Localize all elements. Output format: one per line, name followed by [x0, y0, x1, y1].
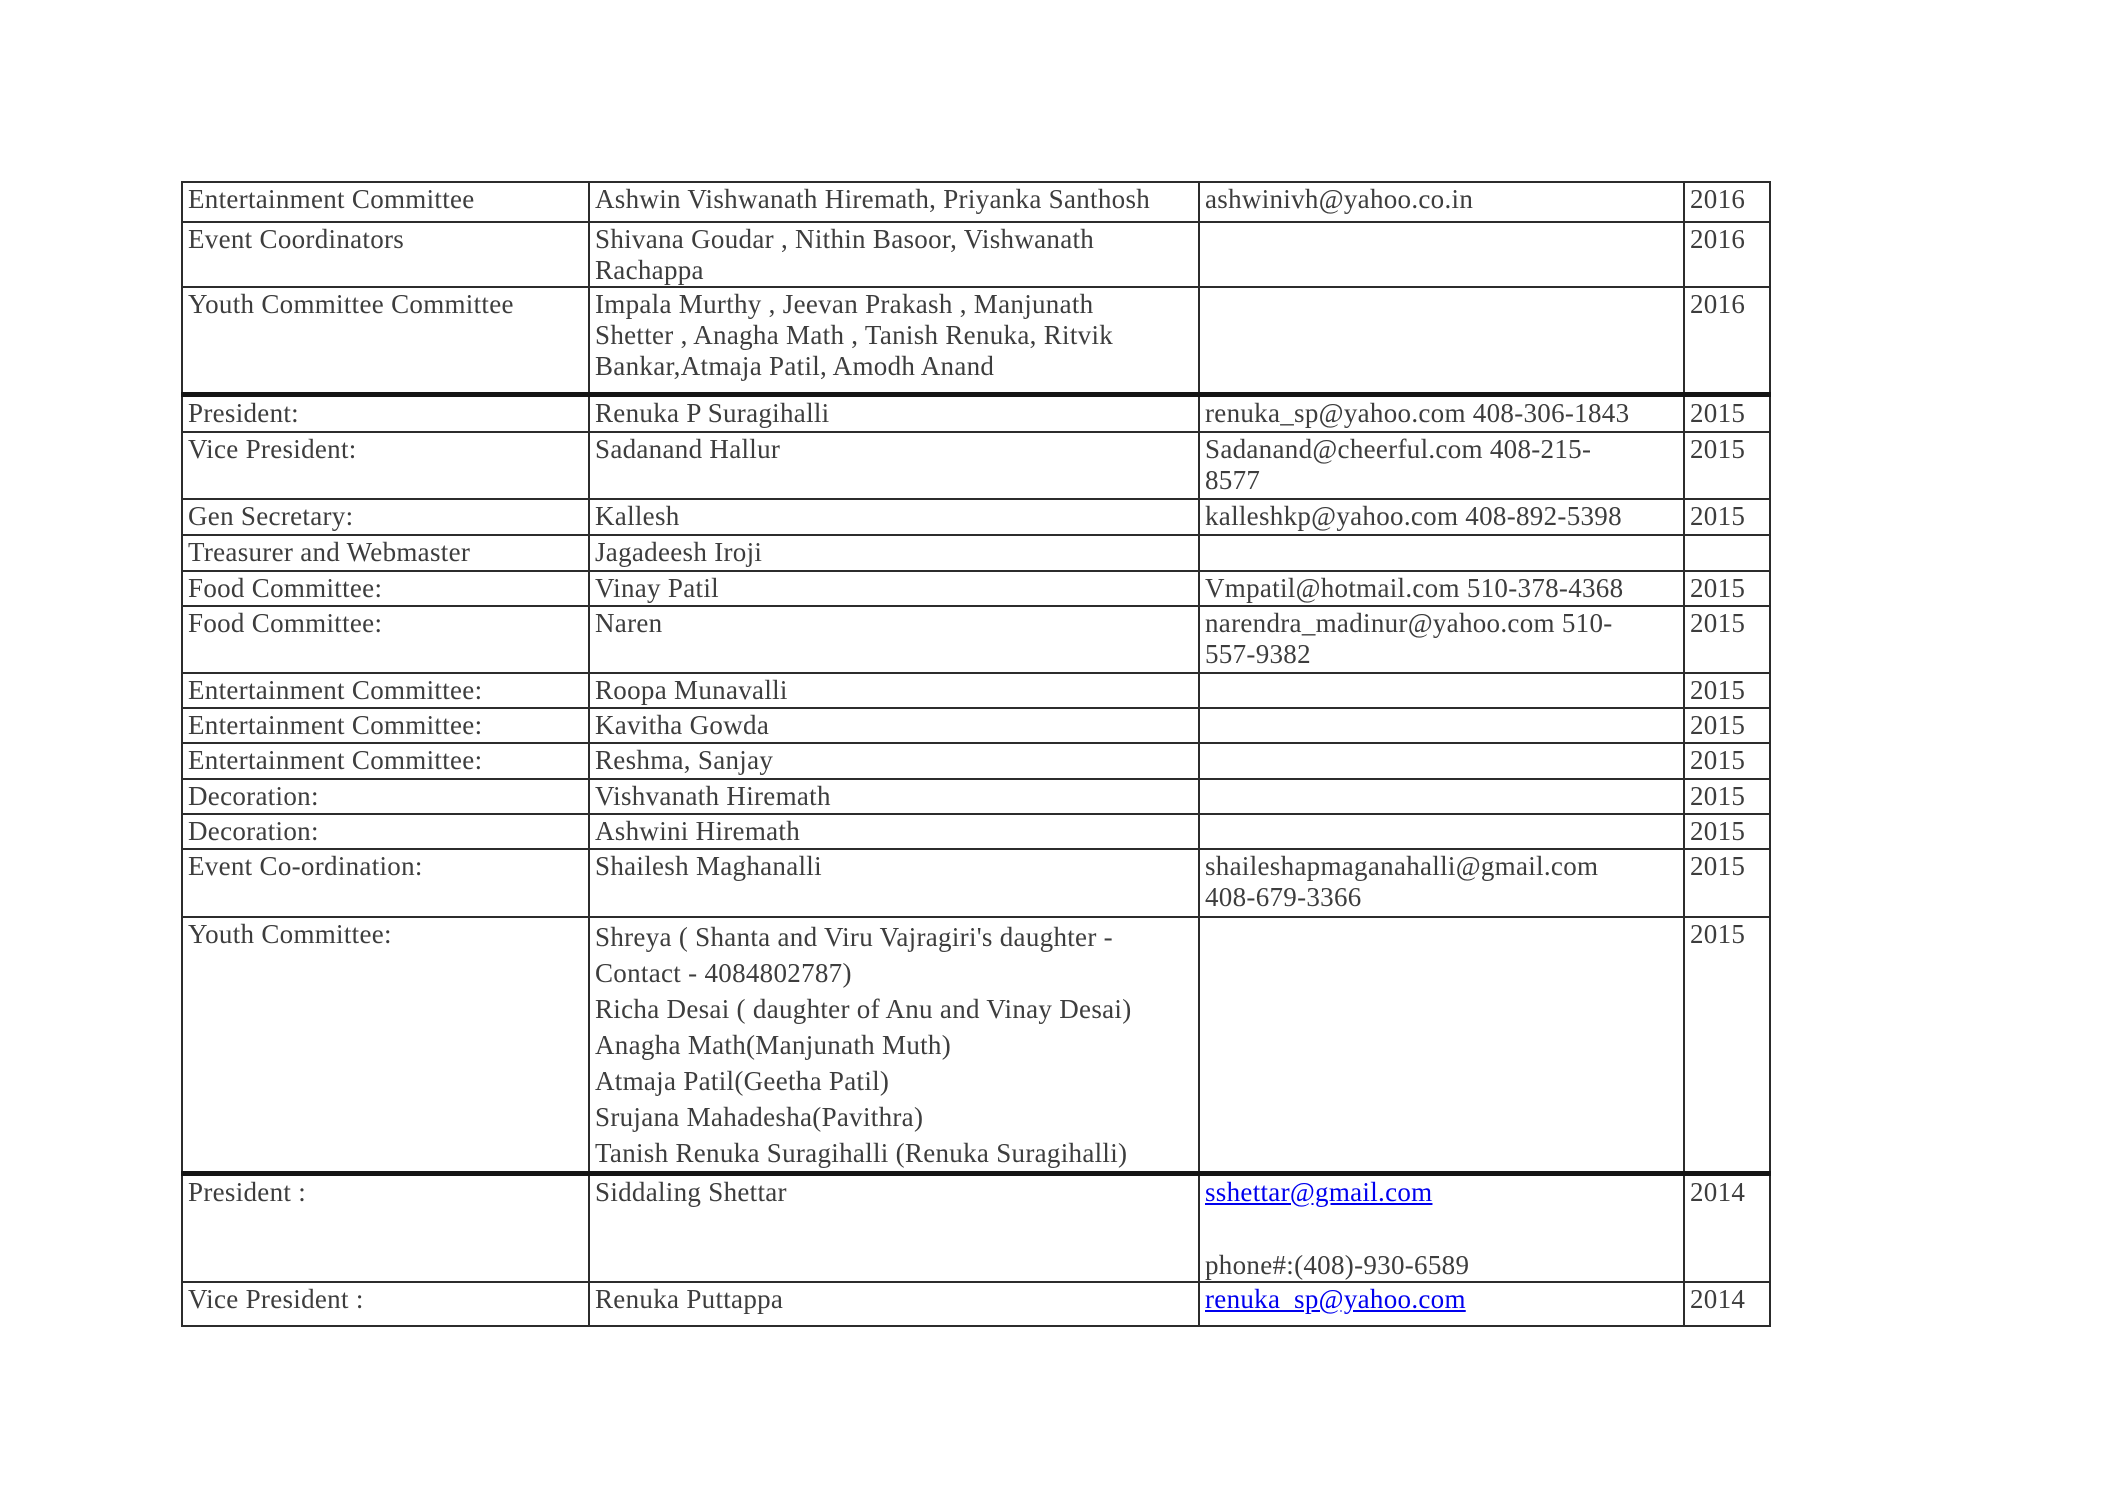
role-cell — [182, 849, 589, 917]
member-text-line: Shetter , Anagha Math , Tanish Renuka, Ritvik — [595, 320, 1114, 350]
contact-text-line: renuka_sp@yahoo.com 408-306-1843 — [1205, 397, 1630, 428]
contact-cell — [1199, 1282, 1684, 1326]
contact-cell — [1199, 222, 1684, 287]
contact-text-line: ashwinivh@yahoo.co.in — [1205, 184, 1474, 214]
member-text-line: Shailesh Maghanalli — [595, 851, 822, 881]
role-text: Gen Secretary: — [188, 501, 354, 531]
year-text: 2015 — [1690, 851, 1746, 881]
members-cell — [589, 287, 1199, 394]
contact-cell — [1199, 432, 1684, 499]
role-text: Vice President : — [188, 1284, 364, 1314]
member-text-line: Srujana Mahadesha(Pavithra) — [595, 1102, 924, 1132]
members-cell — [589, 917, 1199, 1174]
email-link[interactable]: sshettar@gmail.com — [1205, 1177, 1433, 1207]
role-cell — [182, 432, 589, 499]
role-text: Event Coordinators — [188, 224, 405, 254]
year-text: 2015 — [1690, 781, 1746, 811]
contact-text-line: Sadanand@cheerful.com 408-215- — [1205, 434, 1592, 464]
members-cell — [589, 814, 1199, 849]
role-cell — [182, 606, 589, 673]
role-cell — [182, 499, 589, 535]
role-text: Entertainment Committee: — [188, 710, 483, 740]
contact-cell — [1199, 571, 1684, 606]
year-cell — [1684, 849, 1770, 917]
committee-table-body — [182, 182, 1770, 1326]
member-text-line: Vishvanath Hiremath — [595, 781, 831, 811]
role-text: Entertainment Committee — [188, 184, 475, 214]
table-row — [182, 743, 1770, 779]
year-text: 2016 — [1690, 289, 1746, 319]
contact-cell — [1199, 394, 1684, 432]
year-cell — [1684, 708, 1770, 743]
table-row — [182, 535, 1770, 571]
year-text: 2015 — [1690, 573, 1746, 603]
contact-cell — [1199, 917, 1684, 1174]
role-cell — [182, 814, 589, 849]
year-text: 2014 — [1690, 1177, 1746, 1207]
year-text: 2015 — [1690, 434, 1746, 464]
role-text: Entertainment Committee: — [188, 745, 483, 775]
year-text: 2015 — [1690, 501, 1746, 531]
table-row — [182, 571, 1770, 606]
blank-line — [1205, 1208, 1680, 1250]
table-row — [182, 779, 1770, 814]
table-row — [182, 394, 1770, 432]
role-cell — [182, 743, 589, 779]
member-text-line: Roopa Munavalli — [595, 675, 788, 705]
contact-text-line: narendra_madinur@yahoo.com 510- — [1205, 608, 1613, 638]
contact-cell — [1199, 849, 1684, 917]
member-text-line: Reshma, Sanjay — [595, 745, 774, 775]
contact-text-line: Vmpatil@hotmail.com 510-378-4368 — [1205, 573, 1624, 603]
table-row — [182, 287, 1770, 394]
member-text-line: Renuka P Suragihalli — [595, 397, 830, 428]
contact-cell — [1199, 499, 1684, 535]
year-cell — [1684, 917, 1770, 1174]
role-text: Youth Committee Committee — [188, 289, 514, 319]
contact-cell — [1199, 606, 1684, 673]
contact-cell — [1199, 287, 1684, 394]
year-cell — [1684, 394, 1770, 432]
contact-cell — [1199, 1174, 1684, 1283]
member-text-line: Kavitha Gowda — [595, 710, 770, 740]
year-cell — [1684, 222, 1770, 287]
contact-cell — [1199, 673, 1684, 708]
year-cell — [1684, 432, 1770, 499]
role-text: Vice President: — [188, 434, 357, 464]
table-row — [182, 708, 1770, 743]
year-text: 2015 — [1690, 710, 1746, 740]
role-cell — [182, 394, 589, 432]
member-text-line: Tanish Renuka Suragihalli (Renuka Suragihalli) — [595, 1138, 1128, 1168]
role-cell — [182, 535, 589, 571]
contact-cell — [1199, 743, 1684, 779]
contact-text-line: phone#:(408)-930-6589 — [1205, 1250, 1470, 1280]
contact-text-line: 408-679-3366 — [1205, 882, 1362, 912]
member-text-line: Anagha Math(Manjunath Muth) — [595, 1030, 952, 1060]
table-row — [182, 606, 1770, 673]
committee-roster-table — [181, 181, 1771, 1327]
member-text-line: Bankar,Atmaja Patil, Amodh Anand — [595, 351, 995, 381]
year-cell — [1684, 571, 1770, 606]
member-text-line: Rachappa — [595, 255, 704, 285]
role-cell — [182, 571, 589, 606]
member-text-line: Impala Murthy , Jeevan Prakash , Manjunath — [595, 289, 1094, 319]
year-cell — [1684, 1174, 1770, 1283]
members-cell — [589, 849, 1199, 917]
table-row — [182, 182, 1770, 222]
year-text: 2015 — [1690, 816, 1746, 846]
contact-cell — [1199, 814, 1684, 849]
contact-text-line: shaileshapmaganahalli@gmail.com — [1205, 851, 1599, 881]
member-text-line: Sadanand Hallur — [595, 434, 781, 464]
year-cell — [1684, 673, 1770, 708]
members-cell — [589, 1282, 1199, 1326]
year-cell — [1684, 779, 1770, 814]
table-row — [182, 814, 1770, 849]
member-text-line: Jagadeesh Iroji — [595, 537, 763, 567]
year-text: 2015 — [1690, 745, 1746, 775]
role-text: Decoration: — [188, 781, 319, 811]
member-text-line: Ashwini Hiremath — [595, 816, 801, 846]
contact-cell — [1199, 708, 1684, 743]
role-cell — [182, 673, 589, 708]
year-text: 2015 — [1690, 919, 1746, 949]
members-cell — [589, 673, 1199, 708]
email-link[interactable]: renuka_sp@yahoo.com — [1205, 1284, 1466, 1314]
year-cell — [1684, 1282, 1770, 1326]
contact-cell — [1199, 779, 1684, 814]
member-text-line: Shreya ( Shanta and Viru Vajragiri's daughter - — [595, 922, 1113, 952]
role-cell — [182, 917, 589, 1174]
role-cell — [182, 1282, 589, 1326]
role-cell — [182, 708, 589, 743]
table-row — [182, 1174, 1770, 1283]
role-cell — [182, 779, 589, 814]
year-cell — [1684, 182, 1770, 222]
member-text-line: Shivana Goudar , Nithin Basoor, Vishwanath — [595, 224, 1095, 254]
roster-table-wrapper — [181, 181, 1771, 1327]
year-cell — [1684, 499, 1770, 535]
role-text: Food Committee: — [188, 573, 383, 603]
role-cell — [182, 222, 589, 287]
members-cell — [589, 222, 1199, 287]
member-text-line: Atmaja Patil(Geetha Patil) — [595, 1066, 890, 1096]
members-cell — [589, 571, 1199, 606]
table-row — [182, 673, 1770, 708]
year-cell — [1684, 743, 1770, 779]
table-row — [182, 1282, 1770, 1326]
role-text: Event Co-ordination: — [188, 851, 423, 881]
member-text-line: Ashwin Vishwanath Hiremath, Priyanka Santhosh — [595, 184, 1151, 214]
contact-cell — [1199, 182, 1684, 222]
members-cell — [589, 432, 1199, 499]
table-row — [182, 222, 1770, 287]
table-row — [182, 849, 1770, 917]
member-text-line: Richa Desai ( daughter of Anu and Vinay Desai) — [595, 994, 1132, 1024]
members-cell — [589, 708, 1199, 743]
members-cell — [589, 499, 1199, 535]
year-text: 2015 — [1690, 675, 1746, 705]
member-text-line: Contact - 4084802787) — [595, 958, 852, 988]
role-cell — [182, 287, 589, 394]
table-row — [182, 499, 1770, 535]
member-text-line: Kallesh — [595, 501, 680, 531]
year-text: 2016 — [1690, 184, 1746, 214]
role-text: Entertainment Committee: — [188, 675, 483, 705]
members-cell — [589, 743, 1199, 779]
year-text: 2016 — [1690, 224, 1746, 254]
role-text: President: — [188, 397, 299, 428]
contact-text-line — [1205, 1177, 1680, 1208]
year-text: 2014 — [1690, 1284, 1746, 1314]
year-text: 2015 — [1690, 608, 1746, 638]
contact-text-line — [1205, 1284, 1680, 1315]
role-cell — [182, 1174, 589, 1283]
members-cell — [589, 535, 1199, 571]
role-cell — [182, 182, 589, 222]
member-text-line: Naren — [595, 608, 663, 638]
members-cell — [589, 182, 1199, 222]
table-row — [182, 917, 1770, 1174]
contact-text-line: kalleshkp@yahoo.com 408-892-5398 — [1205, 501, 1622, 531]
role-text: Treasurer and Webmaster — [188, 537, 471, 567]
member-text-line: Vinay Patil — [595, 573, 719, 603]
year-cell — [1684, 814, 1770, 849]
role-text: Decoration: — [188, 816, 319, 846]
role-text: President : — [188, 1177, 307, 1207]
contact-text-line: 557-9382 — [1205, 639, 1311, 669]
members-cell — [589, 394, 1199, 432]
members-cell — [589, 1174, 1199, 1283]
role-text: Food Committee: — [188, 608, 383, 638]
member-text-line: Renuka Puttappa — [595, 1284, 784, 1314]
member-text-line: Siddaling Shettar — [595, 1177, 787, 1207]
contact-text-line: 8577 — [1205, 465, 1261, 495]
members-cell — [589, 606, 1199, 673]
table-row — [182, 432, 1770, 499]
year-cell — [1684, 535, 1770, 571]
year-cell — [1684, 606, 1770, 673]
year-cell — [1684, 287, 1770, 394]
contact-cell — [1199, 535, 1684, 571]
year-text: 2015 — [1690, 397, 1746, 428]
role-text: Youth Committee: — [188, 919, 392, 949]
members-cell — [589, 779, 1199, 814]
